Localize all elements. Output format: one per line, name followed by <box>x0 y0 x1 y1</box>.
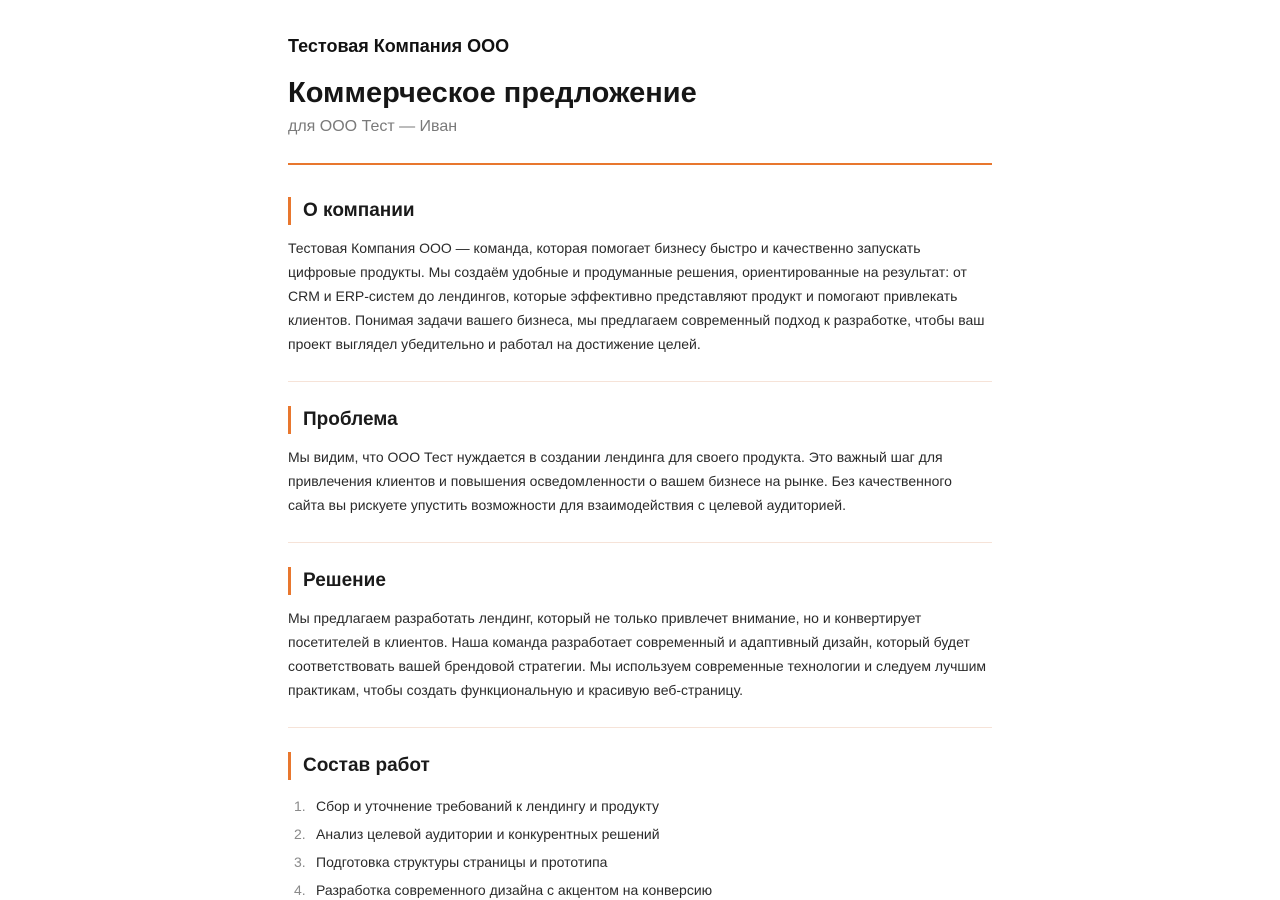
section-scope <box>288 727 992 900</box>
list-item-number: 3. <box>294 854 306 870</box>
section-solution <box>288 542 992 727</box>
section-text-solution: Мы предлагаем разработать лендинг, который не только привлечет внимание, но и конвертирует посетителей в клиентов. Наша команда разработает современный и адаптивный дизайн, который будет соответствовать вашей брендовой стратегии. Мы используем современные технологии и следуем лучшим практикам, чтобы создать функциональную и красивую веб-страницу. <box>288 610 987 698</box>
list-item-text: Подготовка структуры страницы и прототипа <box>316 854 608 870</box>
document-title: Коммерческое предложение <box>288 77 697 109</box>
list-item-number: 1. <box>294 798 306 814</box>
section-text-problem: Мы видим, что ООО Тест нуждается в создании лендинга для своего продукта. Это важный шаг для привлечения клиентов и повышения осведомленности о вашем бизнесе на рынке. Без качественного сайта вы рискуете упустить возможности для взаимодействия с целевой аудиторией. <box>288 449 952 513</box>
list-item-text: Анализ целевой аудитории и конкурентных решений <box>316 826 660 842</box>
work-list <box>288 792 992 900</box>
section-title-about: О компании <box>288 197 992 225</box>
company-name: Тестовая Компания ООО <box>288 36 510 56</box>
proposal-document <box>288 0 992 900</box>
section-text-about: Тестовая Компания ООО — команда, которая помогает бизнесу быстро и качественно запускать цифровые продукты. Мы создаём удобные и продуманные решения, ориентированные на результат: от CRM и ERP-систем до лендингов, которые эффективно представляют продукт и помогают привлекать клиентов. Понимая задачи вашего бизнеса, мы предлагаем современный подход к разработке, чтобы ваш проект выглядел убедительно и работал на достижение целей. <box>288 240 985 352</box>
list-item-number: 4. <box>294 882 306 898</box>
list-item <box>288 876 992 900</box>
list-item-number: 2. <box>294 826 306 842</box>
document-subtitle: для ООО Тест — Иван <box>288 118 458 135</box>
section-title-scope: Состав работ <box>288 752 992 780</box>
section-about <box>288 165 992 381</box>
list-item <box>288 848 992 876</box>
list-item <box>288 792 992 820</box>
list-item-text: Разработка современного дизайна с акцентом на конверсию <box>316 882 713 898</box>
section-title-solution: Решение <box>288 567 992 595</box>
section-problem <box>288 381 992 542</box>
list-item-text: Сбор и уточнение требований к лендингу и продукту <box>316 798 660 814</box>
section-title-problem: Проблема <box>288 406 992 434</box>
list-item <box>288 820 992 848</box>
